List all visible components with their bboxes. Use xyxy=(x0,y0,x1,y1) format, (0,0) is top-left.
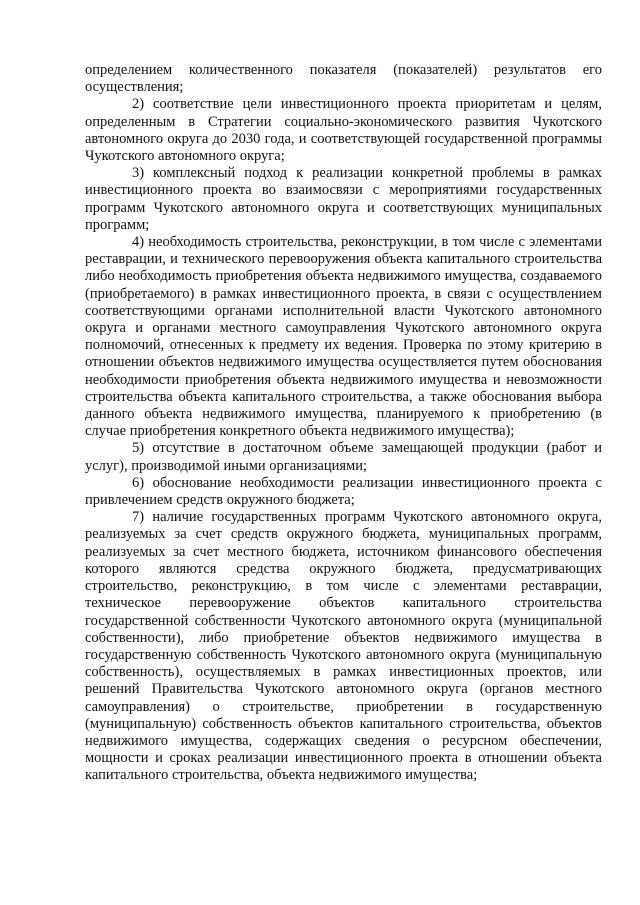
paragraph-criterion-4: 4) необходимость строительства, реконструкции, в том числе с элементами реставрации, и технического перевооружения объекта капитального строительства либо необходимость приобретения объекта недвижимого имущества, создаваемого (приобретаемого) в рамках инвестиционного проекта, в связи с осуществлением соответствующими органами исполнительной власти Чукотского автономного округа и органами местного самоуправления Чукотского автономного округа полномочий, отнесенных к предмету их ведения. Проверка по этому критерию в отношении объектов недвижимого имущества осуществляется путем обоснования необходимости приобретения объекта недвижимого имущества и невозможности строительства объекта капитального строительства, а также обоснования выбора данного объекта недвижимого имущества, планируемого к приобретению (в случае приобретения конкретного объекта недвижимого имущества); xyxy=(85,234,602,440)
paragraph-criterion-2: 2) соответствие цели инвестиционного проекта приоритетам и целям, определенным в Стратегии социально-экономического развития Чукотского автономного округа до 2030 года, и соответствующей государственной программы Чукотского автономного округа; xyxy=(85,96,602,165)
paragraph-criterion-5: 5) отсутствие в достаточном объеме замещающей продукции (работ и услуг), производимой иными организациями; xyxy=(85,440,602,474)
document-body xyxy=(85,62,602,785)
paragraph-criterion-7: 7) наличие государственных программ Чукотского автономного округа, реализуемых за счет средств окружного бюджета, муниципальных программ, реализуемых за счет местного бюджета, источником финансового обеспечения которого являются средства окружного бюджета, предусматривающих строительство, реконструкцию, в том числе с элементами реставрации, техническое перевооружение объектов капитального строительства государственной собственности Чукотского автономного округа (муниципальной собственности), либо приобретение объектов недвижимого имущества в государственную собственность Чукотского автономного округа (муниципальную собственность), осуществляемых в рамках инвестиционных проектов, или решений Правительства Чукотского автономного округа (органов местного самоуправления) о строительстве, приобретении в государственную (муниципальную) собственность объектов капитального строительства, объектов недвижимого имущества, содержащих сведения о ресурсном обеспечении, мощности и сроках реализации инвестиционного проекта в отношении объекта капитального строительства, объекта недвижимого имущества; xyxy=(85,509,602,784)
paragraph-continuation: определением количественного показателя (показателей) результатов его осуществления; xyxy=(85,62,602,96)
paragraph-criterion-3: 3) комплексный подход к реализации конкретной проблемы в рамках инвестиционного проекта во взаимосвязи с мероприятиями государственных программ Чукотского автономного округа и соответствующих муниципальных программ; xyxy=(85,165,602,233)
paragraph-criterion-6: 6) обоснование необходимости реализации инвестиционного проекта с привлечением средств окружного бюджета; xyxy=(85,474,602,509)
